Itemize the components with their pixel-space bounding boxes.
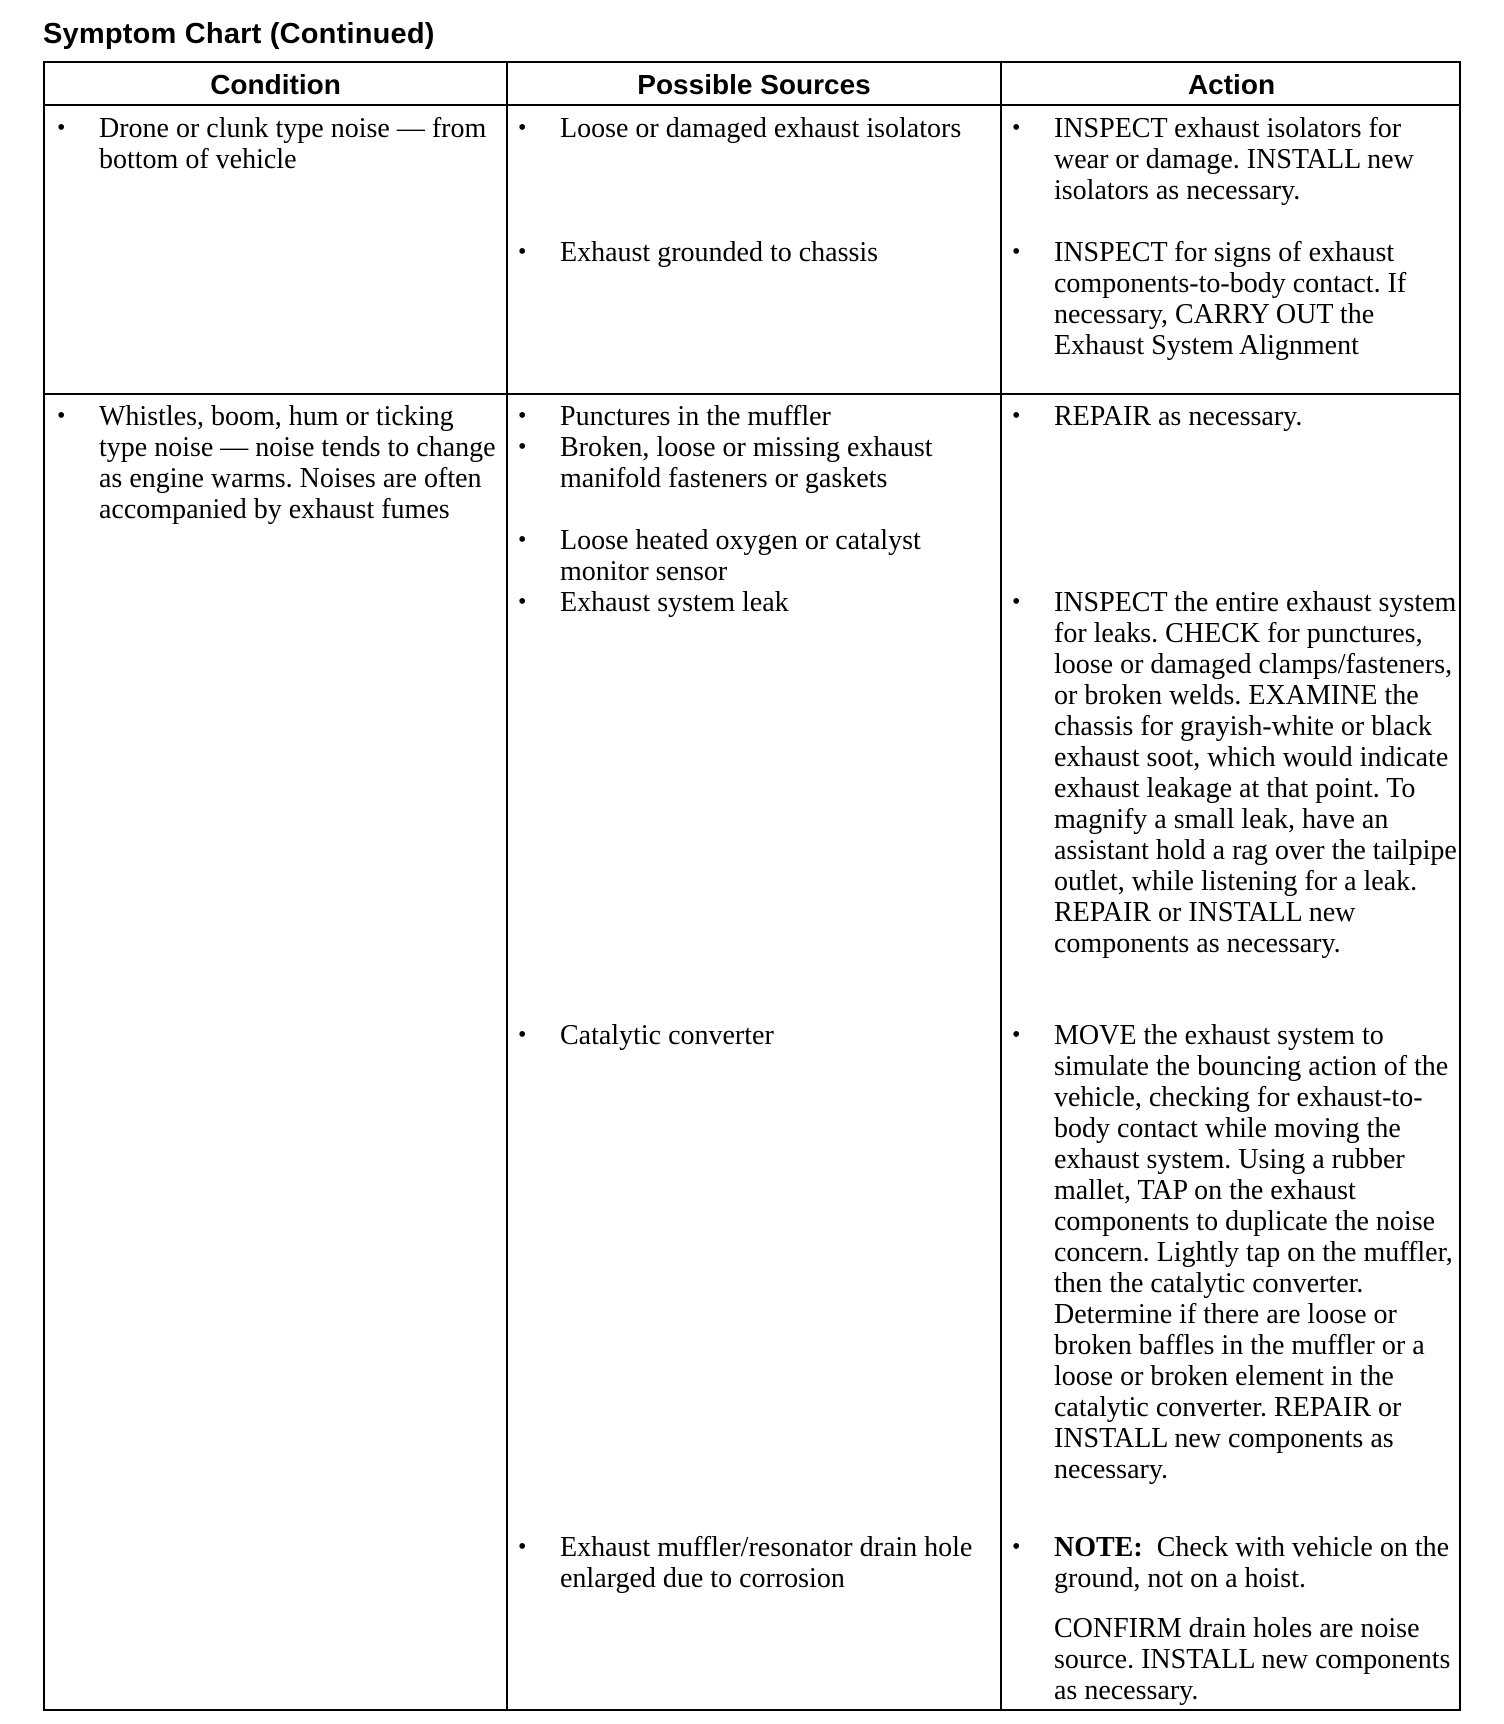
- symptom-table: [43, 61, 1461, 1711]
- bullet-icon: •: [1012, 1022, 1021, 1048]
- bullet-icon: •: [518, 1022, 527, 1048]
- source-text: Broken, loose or missing exhaust manifold fasteners or gaskets: [560, 432, 933, 494]
- bullet-icon: •: [1012, 239, 1021, 265]
- row1-condition-cell: [45, 106, 506, 393]
- note-text: [1054, 1532, 1457, 1594]
- source-text: Catalytic converter: [560, 1020, 774, 1051]
- action-text: INSPECT exhaust isolators for wear or damage. INSTALL new isolators as necessary.: [1054, 113, 1414, 206]
- bullet-icon: •: [518, 527, 527, 553]
- action-text: MOVE the exhaust system to simulate the bouncing action of the vehicle, checking for exhaust-to-body contact while moving the exhaust system. Using a rubber mallet, TAP on the exhaust components to duplicate the noise concern. Lightly tap on the muffler, then the catalytic converter. Determine if there are loose or broken baffles in the muffler or a loose or broken element in the catalytic converter. REPAIR or INSTALL new components as necessary.: [1054, 1020, 1453, 1485]
- condition-text: Whistles, boom, hum or ticking type noise — noise tends to change as engine warms. Noises are often accompanied by exhaust fumes: [99, 401, 496, 525]
- page-title: Symptom Chart (Continued): [43, 18, 435, 50]
- source-text: Loose or damaged exhaust isolators: [560, 113, 962, 144]
- condition-text: Drone or clunk type noise — from bottom of vehicle: [99, 113, 487, 175]
- row1-sources-cell: [506, 106, 1000, 393]
- note-label: NOTE:: [1054, 1532, 1143, 1563]
- bullet-icon: •: [518, 239, 527, 265]
- row1-action-cell: [1000, 106, 1461, 393]
- bullet-icon: •: [518, 1534, 527, 1560]
- row2-condition-cell: [45, 395, 506, 1711]
- source-text: Punctures in the muffler: [560, 401, 831, 432]
- action-text: INSPECT for signs of exhaust components-to-body contact. If necessary, CARRY OUT the Exhaust System Alignment: [1054, 237, 1407, 361]
- bullet-icon: •: [1012, 589, 1021, 615]
- bullet-icon: •: [57, 403, 66, 429]
- row2-action-cell: [1000, 395, 1461, 1711]
- note-body: Check with vehicle on the ground, not on a hoist.: [1054, 1532, 1450, 1594]
- bullet-icon: •: [1012, 1534, 1021, 1560]
- header-possible-sources: Possible Sources: [637, 68, 871, 100]
- source-text: Exhaust system leak: [560, 587, 789, 618]
- bullet-icon: •: [1012, 115, 1021, 141]
- action-text: INSPECT the entire exhaust system for leaks. CHECK for punctures, loose or damaged clamps/fasteners, or broken welds. EXAMINE the chassis for grayish-white or black exhaust soot, which would indicate exhaust leakage at that point. To magnify a small leak, have an assistant hold a rag over the tailpipe outlet, while listening for a leak. REPAIR or INSTALL new components as necessary.: [1054, 587, 1457, 959]
- header-condition: Condition: [210, 68, 341, 100]
- action-text: REPAIR as necessary.: [1054, 401, 1303, 432]
- bullet-icon: •: [57, 115, 66, 141]
- source-text: Exhaust muffler/resonator drain hole enlarged due to corrosion: [560, 1532, 973, 1594]
- bullet-icon: •: [518, 403, 527, 429]
- bullet-icon: •: [518, 589, 527, 615]
- bullet-icon: •: [1012, 403, 1021, 429]
- row2-sources-cell: [506, 395, 1000, 1711]
- bullet-icon: •: [518, 434, 527, 460]
- source-text: Exhaust grounded to chassis: [560, 237, 879, 268]
- bullet-icon: •: [518, 115, 527, 141]
- header-action: Action: [1187, 68, 1276, 100]
- note-followup: CONFIRM drain holes are noise source. INSTALL new components as necessary.: [1054, 1613, 1451, 1706]
- source-text: Loose heated oxygen or catalyst monitor sensor: [560, 525, 921, 587]
